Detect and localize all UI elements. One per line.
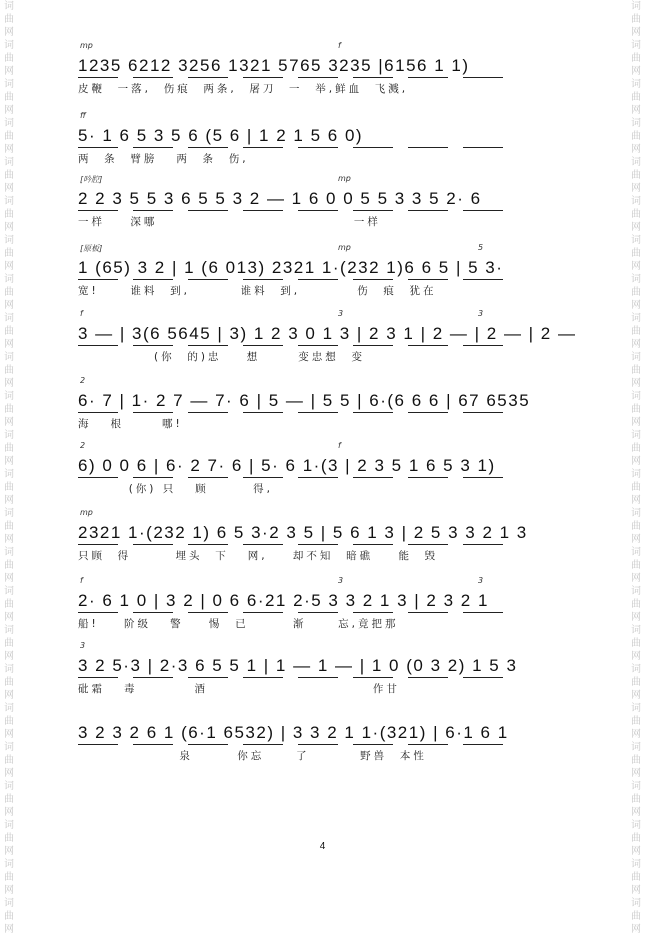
lyrics-line: 一样 深哪 一样 bbox=[78, 216, 381, 228]
beam bbox=[78, 147, 118, 148]
dynamic-mark: f bbox=[338, 41, 341, 50]
dynamic-mark: mp bbox=[80, 41, 93, 50]
beam-lines bbox=[78, 77, 570, 82]
dynamic-mark: 3 bbox=[478, 309, 484, 318]
beam-lines bbox=[78, 345, 570, 350]
beam bbox=[188, 744, 228, 745]
beam-lines bbox=[78, 612, 570, 617]
score-system bbox=[78, 641, 570, 696]
beam bbox=[78, 477, 118, 478]
notation-line: 2321 1·(232 1) 6 5 3·2 3 5 | 5 6 1 3 | 2 5 3 3 2 1 3 bbox=[78, 523, 528, 542]
beam bbox=[188, 544, 228, 545]
notation-line: 1 (65) 3 2 | 1 (6 013) 2321 1·(232 1)6 6 5 | 5 3· bbox=[78, 258, 504, 277]
beam bbox=[298, 544, 338, 545]
notation-line: 6· 7 | 1· 2 7 — 7· 6 | 5 — | 5 5 | 6·(6 6 6 | 67 6535 bbox=[78, 391, 531, 410]
lyrics-line: 海 根 哪! bbox=[78, 418, 183, 430]
beam bbox=[188, 412, 228, 413]
beam bbox=[133, 477, 173, 478]
beam bbox=[463, 677, 503, 678]
dynamic-mark: f bbox=[338, 441, 341, 450]
beam-lines bbox=[78, 279, 570, 284]
beam bbox=[243, 279, 283, 280]
beam bbox=[408, 612, 448, 613]
score-system bbox=[78, 309, 577, 364]
beam bbox=[353, 147, 393, 148]
beam bbox=[78, 345, 118, 346]
beam bbox=[133, 677, 173, 678]
beam bbox=[408, 544, 448, 545]
dynamic-mark: mp bbox=[338, 243, 351, 252]
notation-line: 3 — | 3(6 5645 | 3) 1 2 3 0 1 3 | 2 3 1 | 2 — | 2 — | 2 — bbox=[78, 324, 577, 343]
beam-lines bbox=[78, 477, 570, 482]
beam bbox=[133, 744, 173, 745]
beam bbox=[298, 612, 338, 613]
beam bbox=[243, 477, 283, 478]
beam bbox=[243, 677, 283, 678]
dynamic-mark: [吟腔] bbox=[80, 175, 103, 184]
beam bbox=[78, 744, 118, 745]
score-system bbox=[78, 576, 570, 631]
beam bbox=[463, 612, 503, 613]
beam bbox=[408, 345, 448, 346]
score-system bbox=[78, 243, 570, 298]
dynamic-mark: mp bbox=[80, 508, 93, 517]
beam bbox=[353, 279, 393, 280]
beam bbox=[133, 210, 173, 211]
lyrics-line: (你 的)忠 想 变忠想 变 bbox=[78, 351, 365, 363]
beam bbox=[298, 279, 338, 280]
score-system bbox=[78, 111, 570, 166]
watermark-right: 词曲网词曲网词曲网词曲网词曲网词曲网词曲网词曲网词曲网词曲网词曲网词曲网词曲网词曲网词曲网词曲网词曲网词曲网词曲网词曲网词曲网词曲网词曲网词曲网 bbox=[631, 1, 641, 935]
beam-lines bbox=[78, 412, 570, 417]
beam bbox=[298, 210, 338, 211]
beam bbox=[353, 677, 393, 678]
dynamic-mark: 2 bbox=[80, 376, 86, 385]
lyrics-line: 两 条 臂膀 两 条 伤, bbox=[78, 153, 249, 165]
dynamic-mark: 3 bbox=[478, 576, 484, 585]
beam bbox=[463, 544, 503, 545]
score-system bbox=[78, 174, 570, 229]
beam bbox=[463, 477, 503, 478]
watermark-left: 词曲网词曲网词曲网词曲网词曲网词曲网词曲网词曲网词曲网词曲网词曲网词曲网词曲网词曲网词曲网词曲网词曲网词曲网词曲网词曲网词曲网词曲网词曲网词曲网 bbox=[4, 1, 14, 935]
beam bbox=[298, 147, 338, 148]
beam bbox=[463, 279, 503, 280]
beam bbox=[408, 77, 448, 78]
beam bbox=[298, 677, 338, 678]
score-system bbox=[78, 508, 570, 563]
beam bbox=[78, 544, 118, 545]
notation-line: 3 2 3 2 6 1 (6·1 6532) | 3 3 2 1 1·(321) | 6·1 6 1 bbox=[78, 723, 509, 742]
beam bbox=[78, 412, 118, 413]
beam bbox=[463, 744, 503, 745]
beam bbox=[298, 412, 338, 413]
dynamic-mark: 3 bbox=[338, 576, 344, 585]
lyrics-line: 泉 你忘 了 野兽 本性 bbox=[78, 750, 427, 762]
dynamic-mark: f bbox=[80, 309, 83, 318]
beam bbox=[408, 147, 448, 148]
dynamic-mark: 3 bbox=[338, 309, 344, 318]
beam bbox=[463, 77, 503, 78]
beam bbox=[188, 677, 228, 678]
beam bbox=[133, 279, 173, 280]
beam bbox=[353, 412, 393, 413]
beam bbox=[78, 612, 118, 613]
beam bbox=[408, 677, 448, 678]
beam bbox=[243, 210, 283, 211]
beam bbox=[243, 544, 283, 545]
beam bbox=[463, 412, 503, 413]
beam bbox=[353, 744, 393, 745]
lyrics-line: 宽! 谁料 到, 谁料 到, 伤 痕 犹在 bbox=[78, 285, 437, 297]
beam bbox=[353, 544, 393, 545]
lyrics-line: 只顾 得 埋头 下 网, 却不知 暗礁 能 毁 bbox=[78, 550, 439, 562]
beam-lines bbox=[78, 744, 570, 749]
beam bbox=[243, 77, 283, 78]
beam bbox=[353, 477, 393, 478]
notation-line: 5· 1 6 5 3 5 6 (5 6 | 1 2 1 5 6 0) bbox=[78, 126, 364, 145]
beam-lines bbox=[78, 677, 570, 682]
beam bbox=[463, 147, 503, 148]
score-system bbox=[78, 376, 570, 431]
beam bbox=[353, 77, 393, 78]
score-system bbox=[78, 441, 570, 496]
notation-line: 6) 0 0 6 | 6· 2 7· 6 | 5· 6 1·(3 | 2 3 5 1 6 5 3 1) bbox=[78, 456, 496, 475]
page-number: 4 bbox=[319, 841, 326, 852]
dynamic-mark: f bbox=[80, 576, 83, 585]
lyrics-line: 砒霜 毒 酒 作甘 bbox=[78, 683, 400, 695]
beam bbox=[78, 210, 118, 211]
lyrics-line: 船! 阶级 警 惕 已 渐 忘,竟把那 bbox=[78, 618, 399, 630]
lyrics-line: (你) 只 顾 得, bbox=[78, 483, 273, 495]
beam bbox=[463, 210, 503, 211]
dynamic-mark: [原板] bbox=[80, 244, 103, 253]
beam bbox=[298, 77, 338, 78]
notation-line: 2 2 3 5 5 3 6 5 5 3 2 — 1 6 0 0 5 5 3 3 5 2· 6 bbox=[78, 189, 482, 208]
beam bbox=[133, 412, 173, 413]
notation-line: 2· 6 1 0 | 3 2 | 0 6 6·21 2·5 3 3 2 1 3 | 2 3 2 1 bbox=[78, 591, 489, 610]
beam bbox=[78, 279, 118, 280]
beam bbox=[243, 412, 283, 413]
beam bbox=[188, 77, 228, 78]
dynamic-mark: 5 bbox=[478, 243, 484, 252]
notation-line: 1235 6212 3256 1321 5765 3235 |6156 1 1) bbox=[78, 56, 470, 75]
beam bbox=[353, 345, 393, 346]
beam bbox=[408, 412, 448, 413]
beam bbox=[78, 77, 118, 78]
dynamic-mark: mp bbox=[338, 174, 351, 183]
beam bbox=[188, 612, 228, 613]
beam bbox=[188, 147, 228, 148]
beam bbox=[298, 744, 338, 745]
beam-lines bbox=[78, 544, 570, 549]
beam bbox=[353, 612, 393, 613]
beam bbox=[78, 677, 118, 678]
beam bbox=[243, 345, 283, 346]
beam bbox=[133, 77, 173, 78]
beam bbox=[408, 744, 448, 745]
dynamic-mark: ff bbox=[80, 111, 86, 120]
beam bbox=[188, 477, 228, 478]
beam bbox=[243, 147, 283, 148]
beam bbox=[408, 279, 448, 280]
beam-lines bbox=[78, 210, 570, 215]
beam bbox=[353, 210, 393, 211]
lyrics-line: 皮鞭 一落, 伤痕 两条, 屠刀 一 举,鲜血 飞溅, bbox=[78, 83, 409, 95]
beam bbox=[298, 477, 338, 478]
beam bbox=[463, 345, 503, 346]
beam bbox=[133, 147, 173, 148]
beam-lines bbox=[78, 147, 570, 152]
score-system bbox=[78, 41, 570, 96]
beam bbox=[133, 612, 173, 613]
beam bbox=[243, 744, 283, 745]
beam bbox=[408, 210, 448, 211]
beam bbox=[243, 612, 283, 613]
score-system bbox=[78, 722, 570, 763]
beam bbox=[298, 345, 338, 346]
dynamic-mark: 2 bbox=[80, 441, 86, 450]
beam bbox=[133, 345, 173, 346]
notation-line: 3 2 5·3 | 2·3 6 5 5 1 | 1 — 1 — | 1 0 (0 3 2) 1 5 3 bbox=[78, 656, 518, 675]
beam bbox=[188, 210, 228, 211]
beam bbox=[408, 477, 448, 478]
beam bbox=[188, 345, 228, 346]
dynamic-mark: 3 bbox=[80, 641, 86, 650]
beam bbox=[133, 544, 173, 545]
beam bbox=[188, 279, 228, 280]
